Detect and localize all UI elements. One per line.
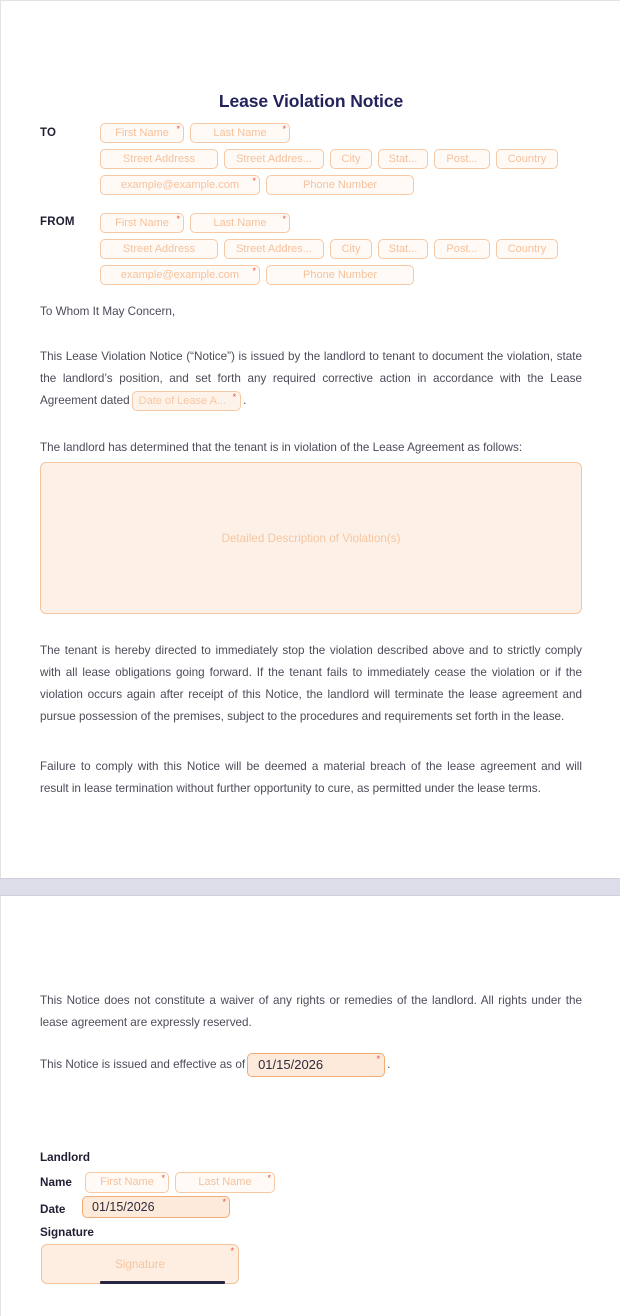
to-country-placeholder: Country (507, 153, 547, 165)
effective-date-value: 01/15/2026 (258, 1056, 324, 1072)
from-street-address-placeholder: Street Address (122, 243, 196, 255)
landlord-first-name-placeholder: First Name (100, 1176, 154, 1188)
to-first-name-placeholder: First Name (115, 127, 169, 139)
from-street-address-input[interactable] (100, 239, 218, 259)
from-postal-input[interactable] (434, 239, 490, 259)
from-street-address-2-input[interactable] (224, 239, 324, 259)
from-address-row (100, 239, 558, 259)
effective-date-suffix: . (387, 1058, 391, 1071)
to-postal-placeholder: Post... (446, 153, 478, 165)
to-last-name-input[interactable] (190, 123, 290, 143)
from-last-name-placeholder: Last Name (213, 217, 267, 229)
to-address-row (100, 149, 558, 169)
required-asterisk: * (267, 1173, 271, 1183)
from-name-row (100, 213, 290, 233)
landlord-date-input[interactable] (82, 1196, 230, 1218)
intro-paragraph (40, 346, 582, 412)
page-2-content (40, 896, 582, 1316)
signature-field-label: Signature (40, 1226, 94, 1239)
page-break-divider (0, 878, 620, 896)
effective-date-paragraph (40, 1052, 582, 1078)
violation-description-textarea[interactable] (40, 462, 582, 614)
from-phone-input[interactable] (266, 265, 414, 285)
required-asterisk: * (230, 1246, 234, 1256)
from-phone-placeholder: Phone Number (303, 269, 377, 281)
to-last-name-placeholder: Last Name (213, 127, 267, 139)
to-email-placeholder: example@example.com (120, 179, 240, 191)
required-asterisk: * (282, 214, 286, 224)
required-asterisk: * (252, 266, 256, 276)
signature-block-heading: Landlord (40, 1151, 90, 1164)
directive-paragraph: The tenant is hereby directed to immediately stop the violation described above and to strictly comply with all lease obligations going forward. If the tenant fails to immediately cease the violation or if the violation occurs again after receipt of this Notice, the landlord will terminate the lease agreement and pursue possession of the premises, subject to the procedures and requirements set forth in the lease. (40, 644, 582, 723)
waiver-paragraph: This Notice does not constitute a waiver of any rights or remedies of the landlord. All rights under the lease agreement are expressly reserved. (40, 994, 582, 1029)
required-asterisk: * (232, 391, 237, 402)
to-country-input[interactable] (496, 149, 558, 169)
from-state-input[interactable] (378, 239, 428, 259)
from-state-placeholder: Stat... (388, 243, 418, 255)
lease-date-placeholder: Date of Lease A... (138, 394, 227, 407)
to-street-address-2-placeholder: Street Addres... (236, 153, 312, 165)
from-country-input[interactable] (496, 239, 558, 259)
required-asterisk: * (376, 1053, 381, 1064)
signature-name-label: Name (40, 1176, 72, 1189)
signature-name-row (85, 1172, 275, 1193)
to-street-address-placeholder: Street Address (122, 153, 196, 165)
signature-date-row (82, 1196, 230, 1218)
from-contact-row (100, 265, 414, 285)
to-label: TO (40, 127, 57, 139)
from-first-name-placeholder: First Name (115, 217, 169, 229)
signature-date-label: Date (40, 1203, 66, 1216)
from-city-input[interactable] (330, 239, 372, 259)
from-first-name-input[interactable] (100, 213, 184, 233)
to-state-placeholder: Stat... (388, 153, 418, 165)
to-city-placeholder: City (341, 153, 361, 165)
page-title: Lease Violation Notice (218, 91, 404, 111)
landlord-signature-placeholder: Signature (114, 1257, 166, 1271)
to-city-input[interactable] (330, 149, 372, 169)
required-asterisk: * (176, 124, 180, 134)
to-contact-row (100, 175, 414, 195)
landlord-last-name-placeholder: Last Name (198, 1176, 252, 1188)
from-postal-placeholder: Post... (446, 243, 478, 255)
violation-description-placeholder: Detailed Description of Violation(s) (221, 531, 401, 545)
to-state-input[interactable] (378, 149, 428, 169)
signature-baseline (100, 1281, 225, 1284)
to-phone-input[interactable] (266, 175, 414, 195)
from-label: FROM (40, 216, 75, 228)
violation-lead-text: The landlord has determined that the tenant is in violation of the Lease Agreement as follows: (40, 441, 523, 454)
from-street-address-2-placeholder: Street Addres... (236, 243, 312, 255)
intro-text: This Lease Violation Notice (“Notice”) is issued by the landlord to tenant to document the violation, state the landlord’s position, and set forth any required corrective action in accordance with the Lease Agreement dated (40, 350, 582, 407)
effective-date-input[interactable] (247, 1053, 385, 1077)
landlord-first-name-input[interactable] (85, 1172, 169, 1193)
from-email-input[interactable] (100, 265, 260, 285)
to-first-name-input[interactable] (100, 123, 184, 143)
required-asterisk: * (282, 124, 286, 134)
intro-text-end: . (243, 394, 247, 407)
failure-paragraph: Failure to comply with this Notice will be deemed a material breach of the lease agreement and will result in lease termination without further opportunity to cure, as permitted under the lease terms. (40, 760, 582, 795)
to-street-address-input[interactable] (100, 149, 218, 169)
landlord-date-value: 01/15/2026 (92, 1200, 155, 1214)
landlord-signature-pad[interactable] (41, 1244, 239, 1284)
to-name-row (100, 123, 290, 143)
required-asterisk: * (161, 1173, 165, 1183)
landlord-last-name-input[interactable] (175, 1172, 275, 1193)
required-asterisk: * (176, 214, 180, 224)
from-city-placeholder: City (341, 243, 361, 255)
from-email-placeholder: example@example.com (120, 269, 240, 281)
to-street-address-2-input[interactable] (224, 149, 324, 169)
to-email-input[interactable] (100, 175, 260, 195)
salutation: To Whom It May Concern, (40, 305, 176, 318)
lease-date-input[interactable] (132, 391, 241, 411)
from-last-name-input[interactable] (190, 213, 290, 233)
page-1-content (40, 0, 582, 878)
required-asterisk: * (222, 1197, 226, 1207)
from-country-placeholder: Country (507, 243, 547, 255)
to-postal-input[interactable] (434, 149, 490, 169)
effective-date-prefix: This Notice is issued and effective as of (40, 1058, 246, 1071)
to-phone-placeholder: Phone Number (303, 179, 377, 191)
required-asterisk: * (252, 176, 256, 186)
